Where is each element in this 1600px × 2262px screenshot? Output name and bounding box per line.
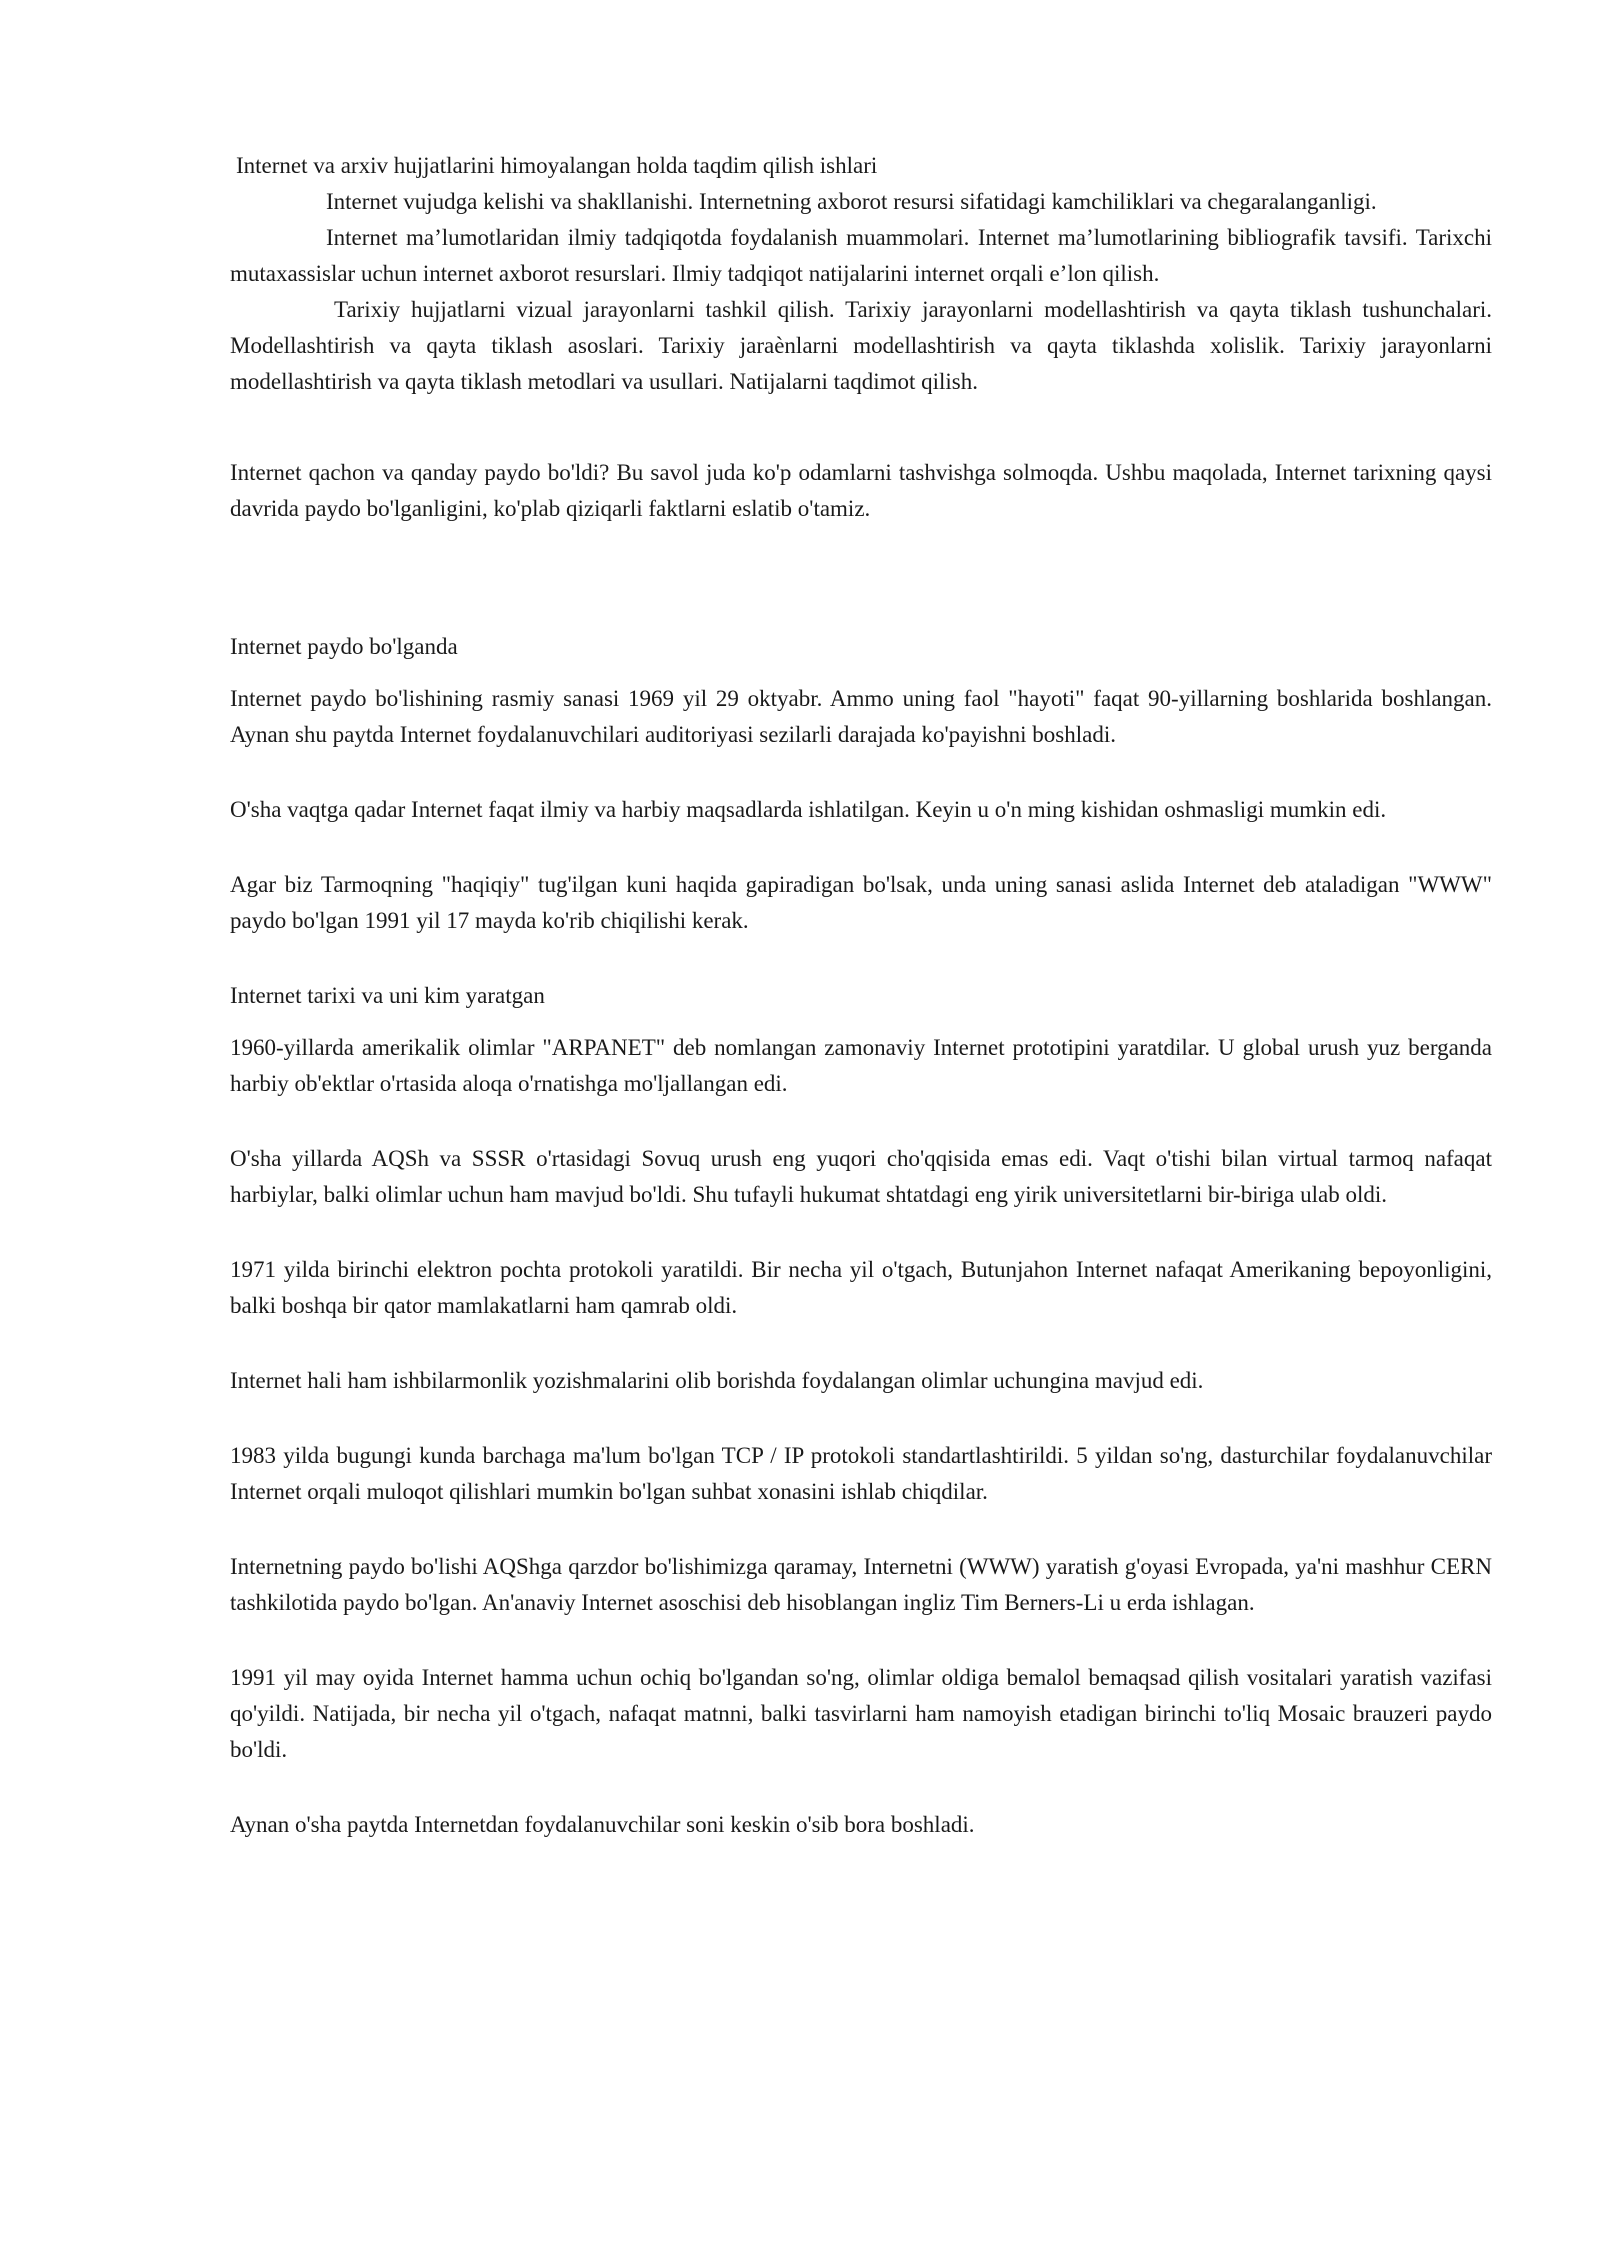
body-paragraph: Aynan o'sha paytda Internetdan foydalanuvchilar soni keskin o'sib bora boshladi. xyxy=(230,1812,975,1837)
body-paragraph: 1983 yilda bugungi kunda barchaga ma'lum bo'lgan TCP / IP protokoli standartlashtirildi. 5 yildan so'ng, dasturchilar foydalanuvchilar Internet orqali muloqot qilishlari mumkin bo'lgan suhbat xonasini ishlab chiqdilar. xyxy=(230,1443,1492,1504)
body-paragraph: O'sha yillarda AQSh va SSSR o'rtasidagi Sovuq urush eng yuqori cho'qqisida emas edi. Vaqt o'tishi bilan virtual tarmoq nafaqat harbiylar, balki olimlar uchun ham mavjud bo'ldi. Shu tufayli hukumat shtatdagi eng yirik universitetlarni bir-biriga ulab oldi. xyxy=(230,1146,1492,1207)
body-paragraph: Internet paydo bo'lishining rasmiy sanasi 1969 yil 29 oktyabr. Ammo uning faol "hayoti" faqat 90-yillarning boshlarida boshlangan. Aynan shu paytda Internet foydalanuvchilari auditoriyasi sezilarli darajada ko'payishni boshladi. xyxy=(230,686,1492,747)
body-paragraph: Internetning paydo bo'lishi AQShga qarzdor bo'lishimizga qaramay, Internetni (WWW) yaratish g'oyasi Evropada, ya'ni mashhur CERN tashkilotida paydo bo'lgan. An'anaviy Internet asoschisi deb hisoblangan ingliz Tim Berners-Li u erda ishlagan. xyxy=(230,1554,1492,1615)
body-paragraph: Internet hali ham ishbilarmonlik yozishmalarini olib borishda foydalangan olimlar uchungina mavjud edi. xyxy=(230,1368,1204,1393)
intro-paragraph: Internet qachon va qanday paydo bo'ldi? Bu savol juda ko'p odamlarni tashvishga solmoqda. Ushbu maqolada, Internet tarixning qaysi davrida paydo bo'lganligini, ko'plab qiziqarli faktlarni eslatib o'tamiz. xyxy=(230,460,1492,521)
body-paragraph: Agar biz Tarmoqning "haqiqiy" tug'ilgan kuni haqida gapiradigan bo'lsak, unda uning sanasi aslida Internet deb ataladigan "WWW" paydo bo'lgan 1991 yil 17 mayda ko'rib chiqilishi kerak. xyxy=(230,872,1492,933)
document-page xyxy=(230,148,1492,1843)
section-heading-origin: Internet paydo bo'lganda xyxy=(230,634,458,659)
outline-paragraph-1: Internet vujudga kelishi va shakllanishi. Internetning axborot resursi sifatidagi kamchiliklari va chegaralanganligi. xyxy=(326,189,1377,214)
outline-paragraph-3: Tarixiy hujjatlarni vizual jarayonlarni tashkil qilish. Tarixiy jarayonlarni modellashtirish va qayta tiklash tushunchalari. Modellashtirish va qayta tiklash asoslari. Tarixiy jaraènlarni modellashtirish va qayta tiklashda xolislik. Tarixiy jarayonlarni modellashtirish va qayta tiklash metodlari va usullari. Natijalarni taqdimot qilish. xyxy=(230,297,1492,394)
body-paragraph: 1971 yilda birinchi elektron pochta protokoli yaratildi. Bir necha yil o'tgach, Butunjahon Internet nafaqat Amerikaning bepoyonligini, balki boshqa bir qator mamlakatlarni ham qamrab oldi. xyxy=(230,1257,1492,1318)
document-title: Internet va arxiv hujjatlarini himoyalangan holda taqdim qilish ishlari xyxy=(236,153,878,178)
section-heading-history: Internet tarixi va uni kim yaratgan xyxy=(230,983,545,1008)
body-paragraph: 1960-yillarda amerikalik olimlar "ARPANET" deb nomlangan zamonaviy Internet prototipini yaratdilar. U global urush yuz berganda harbiy ob'ektlar o'rtasida aloqa o'rnatishga mo'ljallangan edi. xyxy=(230,1035,1492,1096)
body-paragraph: 1991 yil may oyida Internet hamma uchun ochiq bo'lgandan so'ng, olimlar oldiga bemalol bemaqsad qilish vositalari yaratish vazifasi qo'yildi. Natijada, bir necha yil o'tgach, nafaqat matnni, balki tasvirlarni ham namoyish etadigan birinchi to'liq Mosaic brauzeri paydo bo'ldi. xyxy=(230,1665,1492,1762)
outline-paragraph-2: Internet ma’lumotlaridan ilmiy tadqiqotda foydalanish muammolari. Internet ma’lumotlarining bibliografik tavsifi. Tarixchi mutaxassislar uchun internet axborot resurslari. Ilmiy tadqiqot natijalarini internet orqali e’lon qilish. xyxy=(230,225,1492,286)
body-paragraph: O'sha vaqtga qadar Internet faqat ilmiy va harbiy maqsadlarda ishlatilgan. Keyin u o'n ming kishidan oshmasligi mumkin edi. xyxy=(230,797,1387,822)
